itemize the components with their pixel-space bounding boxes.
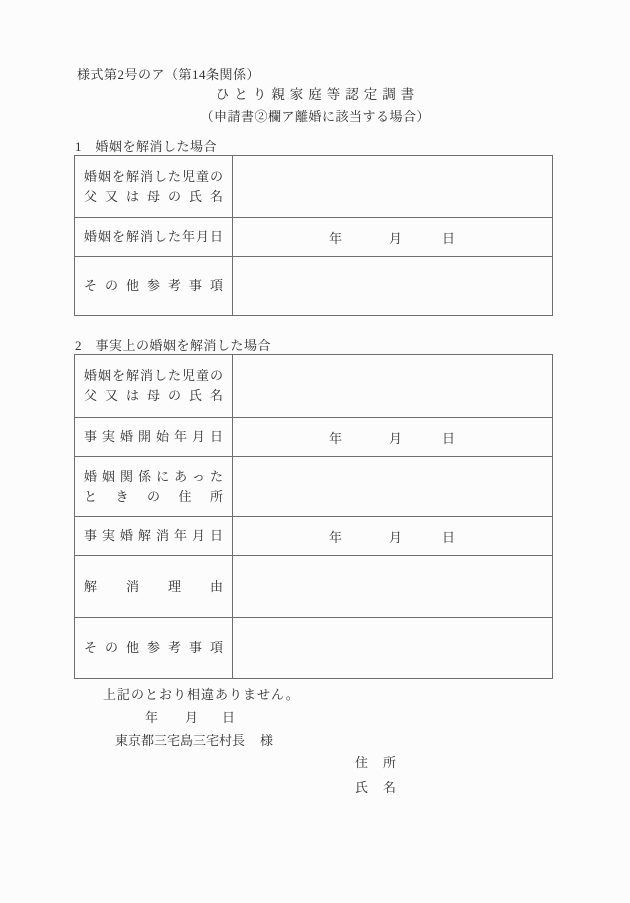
addressee-line	[115, 730, 273, 749]
table-row-defacto-start-date	[75, 417, 552, 456]
label-line: 婚姻を解消した児童の	[84, 168, 223, 184]
row-value-date	[233, 517, 552, 555]
row-label	[75, 418, 233, 456]
row-value-blank	[233, 355, 552, 417]
row-label	[75, 618, 233, 678]
row-value-date	[233, 418, 552, 456]
row-label	[75, 556, 233, 617]
month-label: 月	[389, 430, 403, 446]
year-label: 年	[145, 710, 159, 725]
section-2-table	[74, 354, 553, 679]
row-value-blank	[233, 457, 552, 516]
table-row-marital-address	[75, 456, 552, 516]
row-label	[75, 257, 233, 315]
section-1-table	[74, 155, 553, 316]
row-label	[75, 156, 233, 217]
label-line: 父又は母の氏名	[84, 188, 223, 204]
table-row-remarks	[75, 617, 552, 678]
month-label: 月	[389, 529, 403, 545]
row-value-blank	[233, 556, 552, 617]
row-label	[75, 457, 233, 516]
table-row-defacto-end-date	[75, 516, 552, 555]
year-label: 年	[329, 230, 343, 246]
table-row-parent-name	[75, 156, 552, 217]
row-label	[75, 355, 233, 417]
year-label: 年	[329, 529, 343, 545]
month-label: 月	[389, 230, 403, 246]
label-line: 解消理由	[84, 578, 223, 594]
row-value-blank	[233, 257, 552, 315]
addressee-name: 東京都三宅島三宅村長	[115, 733, 246, 748]
section-2-heading: 2 事実上の婚姻を解消した場合	[75, 338, 272, 353]
label-line: 婚姻関係にあった	[84, 468, 223, 484]
label-line: 事実婚開始年月日	[84, 429, 223, 444]
table-row-parent-name	[75, 355, 552, 417]
address-field-label: 住 所	[355, 755, 398, 770]
day-label: 日	[442, 430, 456, 446]
day-label: 日	[222, 710, 236, 725]
row-value-date	[233, 218, 552, 256]
table-row-dissolution-reason	[75, 555, 552, 617]
label-line: その他参考事項	[84, 640, 223, 655]
month-label: 月	[185, 710, 199, 725]
table-row-remarks	[75, 256, 552, 315]
label-line: 婚姻を解消した年月日	[84, 229, 223, 244]
declaration-text: 上記のとおり相違ありません。	[103, 687, 300, 702]
section-1-heading: 1 婚姻を解消した場合	[75, 139, 218, 154]
document-subtitle: （申請書②欄ア離婚に該当する場合）	[200, 109, 430, 124]
label-line: 父又は母の氏名	[84, 388, 223, 403]
document-title: ひとり親家庭等認定調書	[215, 87, 420, 102]
form-number: 様式第2号のア（第14条関係）	[77, 67, 261, 82]
label-line: ときの住所	[84, 488, 223, 504]
row-value-blank	[233, 618, 552, 678]
name-field-label: 氏 名	[355, 780, 398, 795]
label-line: 婚姻を解消した児童の	[84, 368, 223, 383]
table-row-dissolution-date	[75, 217, 552, 256]
label-line: その他参考事項	[84, 278, 223, 293]
label-line: 事実婚解消年月日	[84, 528, 223, 543]
row-value-blank	[233, 156, 552, 217]
signature-date-line	[145, 707, 235, 726]
year-label: 年	[329, 430, 343, 446]
row-label	[75, 218, 233, 256]
honorific-label: 様	[260, 733, 274, 748]
day-label: 日	[442, 529, 456, 545]
row-label	[75, 517, 233, 555]
day-label: 日	[442, 230, 456, 246]
